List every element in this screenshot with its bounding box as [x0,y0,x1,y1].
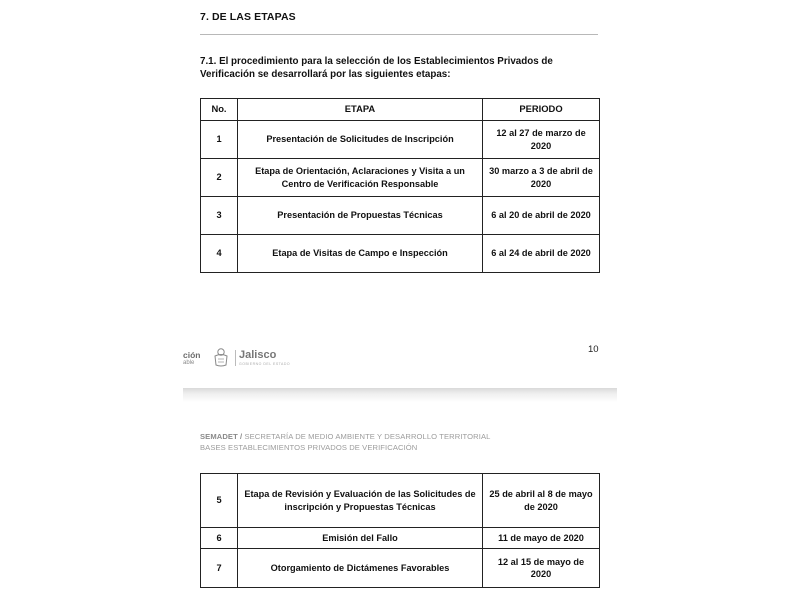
row-etapa: Emisión del Fallo [238,528,483,549]
row-periodo: 30 marzo a 3 de abril de 2020 [483,159,600,197]
table-row [201,235,600,273]
row-number: 5 [201,474,238,528]
table-row [201,549,600,588]
row-number: 6 [201,528,238,549]
logo-separator [235,350,236,366]
table-row [201,159,600,197]
jalisco-crest-icon [210,346,232,368]
row-etapa: Etapa de Revisión y Evaluación de las Solicitudes de inscripción y Propuestas Técnicas [238,474,483,528]
table-header-row [201,99,600,121]
intro-paragraph [200,55,600,81]
logo-subtitle: GOBIERNO DEL ESTADO [239,362,291,366]
logo-name: Jalisco [239,349,277,361]
org-long: SECRETARÍA DE MEDIO AMBIENTE Y DESARROLLO TERRITORIAL [242,432,491,441]
table-row [201,474,600,528]
row-etapa: Presentación de Propuestas Técnicas [238,197,483,235]
table-row [201,528,600,549]
page-break-gap [183,388,617,402]
intro-number: 7.1. [200,56,217,67]
document-page-top [183,0,617,388]
page-number: 10 [588,344,599,355]
row-periodo: 12 al 15 de mayo de 2020 [483,549,600,588]
footer-logo [183,344,303,370]
logo-fragment-subtext: able [183,360,195,366]
row-etapa: Otorgamiento de Dictámenes Favorables [238,549,483,588]
row-number: 1 [201,121,238,159]
row-etapa: Presentación de Solicitudes de Inscripción [238,121,483,159]
header-periodo: PERIODO [483,99,600,121]
row-number: 4 [201,235,238,273]
org-short: SEMADET / [200,432,243,441]
header-etapa: ETAPA [238,99,483,121]
section-divider [200,34,598,35]
running-header-doc-title: BASES ESTABLECIMIENTOS PRIVADOS DE VERIFICACIÓN [200,443,418,452]
running-header-org [200,432,490,441]
logo-fragment-text: ción [183,350,201,360]
row-periodo: 12 al 27 de marzo de 2020 [483,121,600,159]
intro-text: El procedimiento para la selección de los Establecimientos Privados de Verificación se desarrollará por las siguientes etapas: [200,56,553,80]
table-row [201,197,600,235]
document-page-bottom [183,402,617,600]
stages-table-part-1 [200,98,600,273]
row-periodo: 25 de abril al 8 de mayo de 2020 [483,474,600,528]
section-title: 7. DE LAS ETAPAS [200,11,296,23]
row-number: 2 [201,159,238,197]
row-etapa: Etapa de Visitas de Campo e Inspección [238,235,483,273]
row-number: 3 [201,197,238,235]
row-number: 7 [201,549,238,588]
row-periodo: 6 al 20 de abril de 2020 [483,197,600,235]
table-row [201,121,600,159]
header-no: No. [201,99,238,121]
row-periodo: 11 de mayo de 2020 [483,528,600,549]
row-etapa: Etapa de Orientación, Aclaraciones y Visita a un Centro de Verificación Responsable [238,159,483,197]
stages-table-part-2 [200,473,600,588]
row-periodo: 6 al 24 de abril de 2020 [483,235,600,273]
